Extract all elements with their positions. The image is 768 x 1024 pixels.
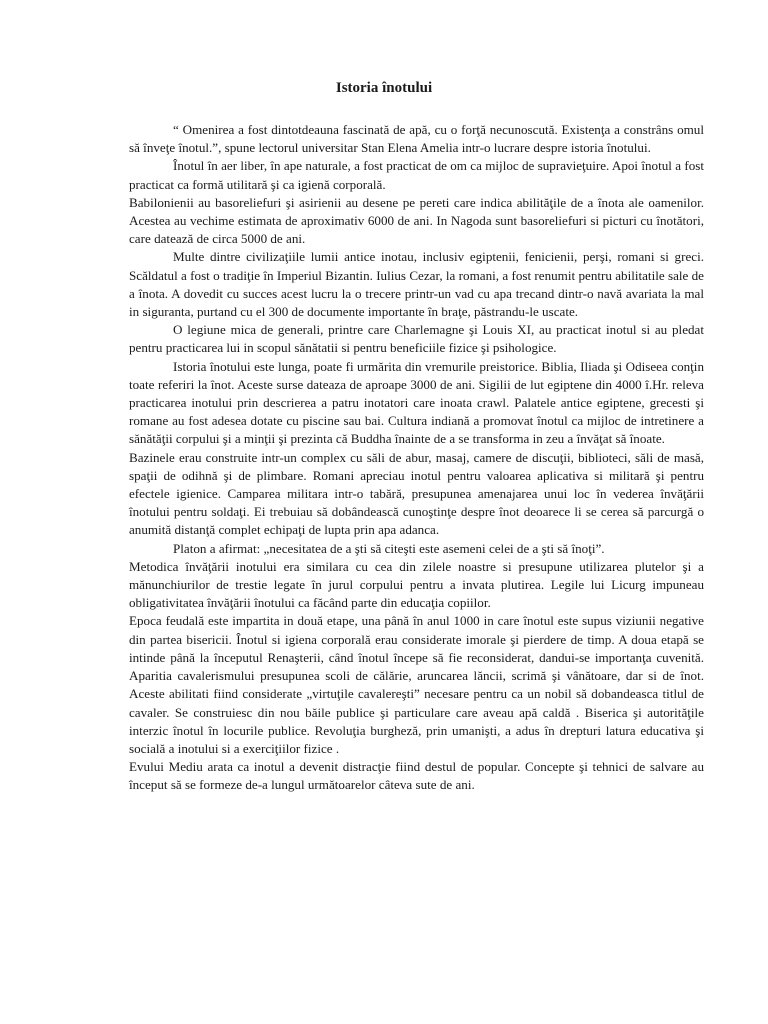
paragraph-2: Înotul în aer liber, în ape naturale, a fost practicat de om ca mijloc de supravieţuire. Apoi înotul a fost practicat ca formă utilitară şi ca igienă corporală.: [129, 158, 704, 192]
paragraph-4: Multe dintre civilizaţiile lumii antice inotau, inclusiv egiptenii, fenicienii, perşi, romani si greci. Scăldatul a fost o tradiţie în Imperiul Bizantin. Iulius Cezar, la romani, a fost renumit pentru abilitatile sale de a înota. A dovedit cu succes acest lucru la o trecere printr-un vad cu apa trecand dintr-o navă avariata la mal in siguranta, purtand cu el 300 de documente importante în braţe, păstrandu-le uscate.: [129, 249, 704, 320]
paragraph-6: Istoria înotului este lunga, poate fi urmărita din vremurile preistorice. Biblia, Iliada şi Odiseea conţin toate referiri la înot. Aceste surse dateaza de aproape 3000 de ani. Sigilii de lut egiptene din 4000 î.Hr. releva practicarea inotului prin descrierea a patru inotatori care inoata crawl. Palatele antice egiptene, grecesti şi romane au fost adesea dotate cu piscine sau bai. Cultura indiană a promovat înotul ca mijloc de intretinere a sănătăţii corpului şi a minţii şi prezinta că Buddha înainte de a se transforma in zeu a învăţat să înoate.: [129, 358, 704, 447]
paragraph-5: O legiune mica de generali, printre care Charlemagne şi Louis XI, au practicat inotul si au pledat pentru practicarea lui in scopul sănătatii si pentru beneficiile fizice şi psihologice.: [129, 322, 704, 356]
paragraph-7: Bazinele erau construite intr-un complex cu săli de abur, masaj, camere de discuţii, biblioteci, săli de masă, spaţii de odihnă şi de plimbare. Romani apreciau inotul pentru valoarea aplicativa si militară şi pentru efectele igienice. Campareа militara intr-o tabără, presupunea amenajarea unui loc în vederea învăţării înotului pentru soldaţi. Ei trebuiau să dobândească cunoştinţe despre înot deoarece li se cerea să parcurgă o anumită distanţă complet echipaţi de lupta prin apa adanca.: [129, 449, 704, 538]
paragraph-8: Platon a afirmat: „necesitatea de a şti să citeşti este asemeni celei de a şti să înoţi”.: [173, 540, 605, 556]
document-body: [129, 121, 704, 795]
paragraph-3: Babilonienii au basoreliefuri şi asirienii au desene pe pereti care indica abilităţile de a înota ale oamenilor. Acestea au vechime estimata de aproximativ 6000 de ani. In Nagoda sunt basoreliefuri si picturi cu înotători, care datează de circa 5000 de ani.: [129, 194, 704, 247]
paragraph-9: Metodica învăţării inotului era similara cu cea din zilele noastre si presupune utilizarea plutelor şi a mănunchiurilor de trestie legate în jurul corpului pentru a invata plutirea. Legile lui Licurg impuneau obligativitatea învăţării înotului ca făcând parte din educaţia copiilor.: [129, 558, 704, 611]
paragraph-11: Evului Mediu arata ca inotul a devenit distracţie fiind destul de popular. Concepte şi tehnici de salvare au început să se formeze de-a lungul următoarelor câteva sute de ani.: [129, 759, 704, 793]
document-title: Istoria înotului: [335, 80, 433, 96]
paragraph-10: Epoca feudală este impartita in două etape, una până în anul 1000 in care înotul este supus viziunii negative din partea bisericii. Înotul si igiena corporală erau considerate imorale şi pierdere de timp. A doua etapă se intinde până la începutul Renaşterii, când înotul începe să fie reconsiderat, dandui-se importanţa cuvenită. Aparitia cavalerismului presupunea scoli de călărie, aruncarea lăncii, scrimă şi vânătoare, dar si de înot. Aceste abilitati fiind considerate „virtuţile cavalereşti” necesare pentru ca un nobil să dobandeasca titlul de cavaler. Se construiesc din nou băile publice şi particulare care aveau apă caldă . Biserica şi autorităţile interzic înotul în locurile publice. Revoluţia burgheză, prin umanişti, a adus în drepturi latura educativa şi socială a inotului si a exerciţiilor fizice .: [129, 613, 704, 756]
paragraph-1: “ Omenirea a fost dintotdeauna fascinată de apă, cu o forţă necunoscută. Existenţa a constrâns omul să înveţe înotul.”, spune lectorul universitar Stan Elena Amelia intr-o lucrare despre istoria înotului.: [129, 122, 704, 156]
